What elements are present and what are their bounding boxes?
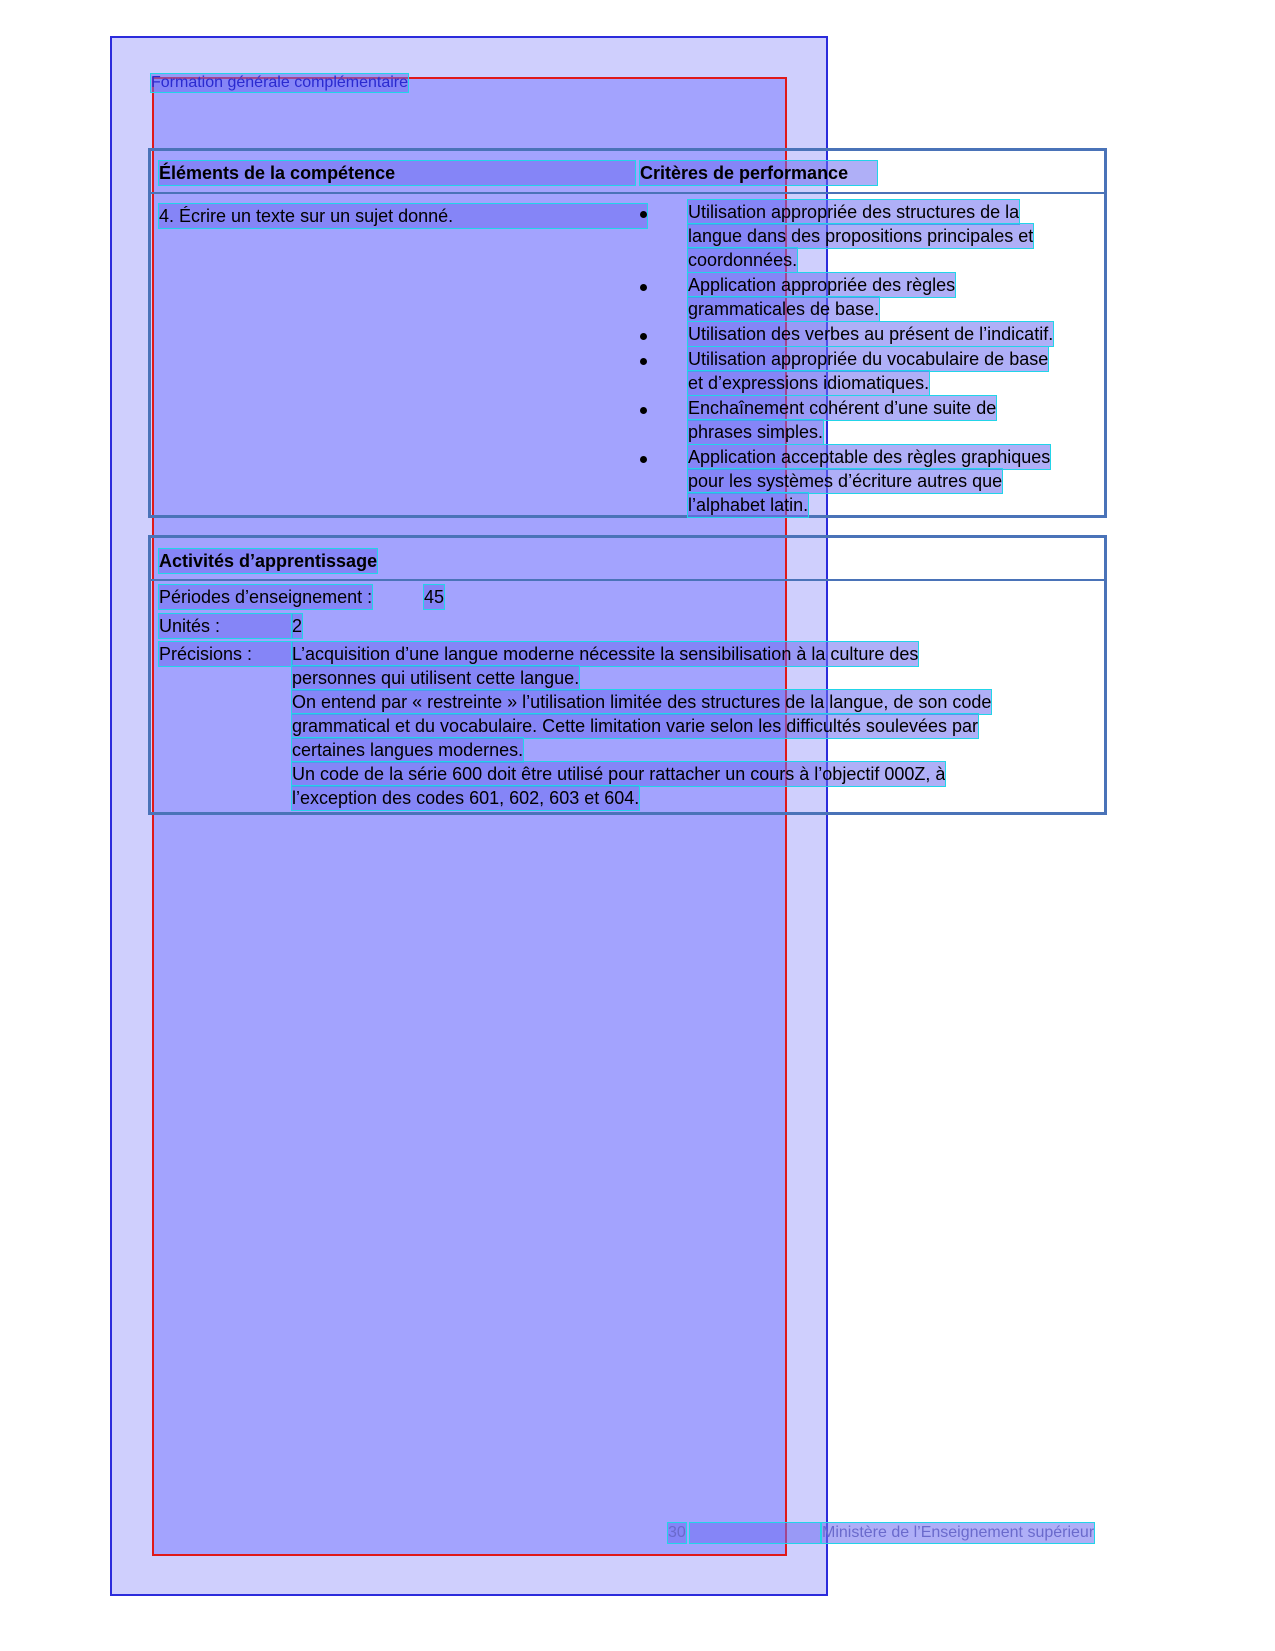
bullet-icon [640, 206, 654, 222]
running-header: Formation générale complémentaire [151, 74, 409, 91]
bullet-icon [640, 279, 654, 295]
criterion-line: pour les systèmes d’écriture autres que [688, 471, 1003, 491]
criterion-line: coordonnées. [688, 250, 798, 270]
criterion-line: Enchaînement cohérent d’une suite de [688, 398, 997, 418]
periodes-label: Périodes d’enseignement : [159, 587, 373, 607]
criterion-line: et d’expressions idiomatiques. [688, 373, 930, 393]
competence-element: 4. Écrire un texte sur un sujet donné. [159, 204, 647, 228]
footer-spacer [690, 1523, 820, 1543]
precisions-line: l’exception des codes 601, 602, 603 et 604. [292, 788, 640, 808]
column-header-elements: Éléments de la compétence [159, 161, 635, 185]
precisions-line: L’acquisition d’une langue moderne nécessite la sensibilisation à la culture des [292, 644, 919, 664]
precisions-line: personnes qui utilisent cette langue. [292, 668, 580, 688]
unites-label: Unités : [159, 614, 292, 638]
precisions-line: On entend par « restreinte » l’utilisation limitée des structures de la langue, de son code [292, 692, 992, 712]
bullet-icon [640, 353, 654, 369]
criterion-line: l’alphabet latin. [688, 495, 809, 515]
periodes-value: 45 [424, 587, 445, 607]
page-number: 30 [668, 1524, 686, 1541]
precisions-label: Précisions : [159, 642, 292, 666]
precisions-line: certaines langues modernes. [292, 740, 524, 760]
bullet-icon [640, 328, 654, 344]
bullet-icon [640, 402, 654, 418]
footer-publisher: Ministère de l’Enseignement supérieur [822, 1524, 1095, 1541]
criterion-line: grammaticales de base. [688, 299, 880, 319]
activities-title: Activités d’apprentissage [159, 551, 378, 571]
criterion-line: Utilisation appropriée des structures de la [688, 202, 1020, 222]
criterion-line: Application appropriée des règles [688, 275, 956, 295]
criterion-line: Application acceptable des règles graphiques [688, 447, 1051, 467]
bullet-icon [640, 451, 654, 467]
precisions-line: Un code de la série 600 doit être utilisé pour rattacher un cours à l’objectif 000Z, à [292, 764, 946, 784]
activities-table-header-rule [150, 579, 1105, 581]
precisions-line: grammatical et du vocabulaire. Cette limitation varie selon les difficultés soulevées par [292, 716, 979, 736]
criterion-line: phrases simples. [688, 422, 824, 442]
criterion-line: langue dans des propositions principales et [688, 226, 1034, 246]
criterion-line: Utilisation des verbes au présent de l’indicatif. [688, 324, 1054, 344]
criterion-line: Utilisation appropriée du vocabulaire de base [688, 349, 1049, 369]
unites-value: 2 [292, 616, 303, 636]
column-header-criteria: Critères de performance [640, 161, 877, 185]
competence-table-header-rule [150, 192, 1105, 194]
